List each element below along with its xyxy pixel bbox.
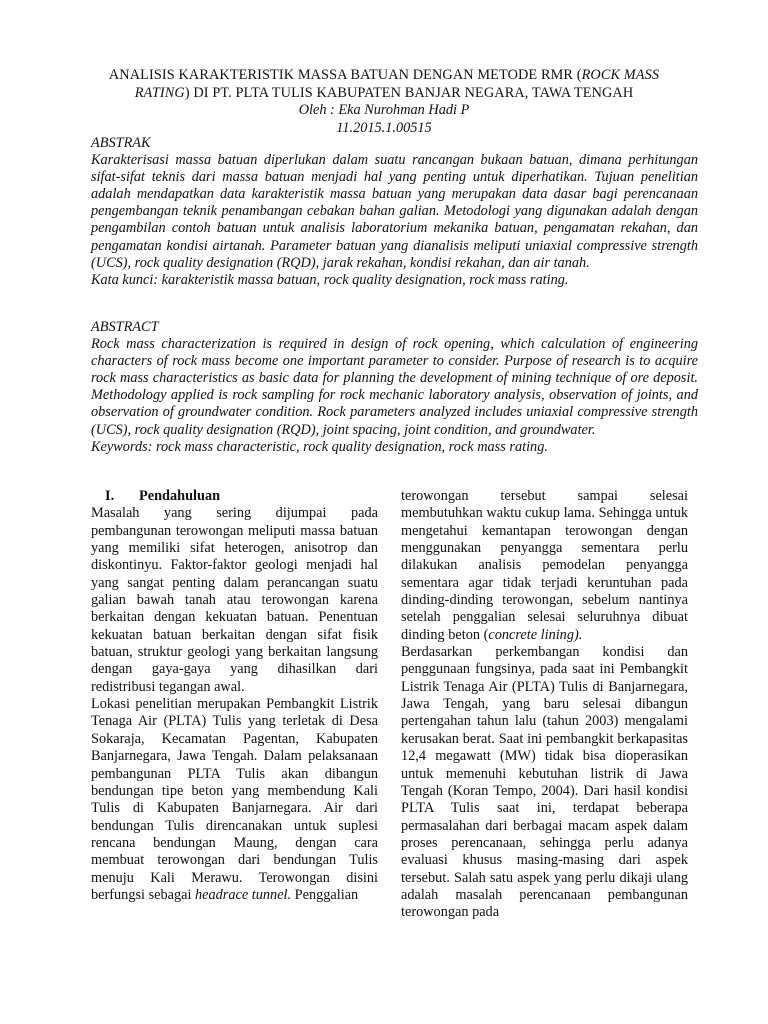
abstrak-section	[91, 135, 698, 289]
abstract-body: Rock mass characterization is required in design of rock opening, which calculation of engineering characters of rock mass become one important parameter to consider. Purpose of research is to acquire rock mass characteristics as basic data for planning the development of mining technique of ore deposit. Methodology applied is rock sampling for rock mechanic laboratory analysis, observation of joints, and observation of groundwater condition. Rock parameters analyzed includes uniaxial compressive strength (UCS), rock quality designation (RQD), joint spacing, joint condition, and groundwater.	[91, 336, 698, 438]
abstrak-body: Karakterisasi massa batuan diperlukan dalam suatu rancangan bukaan batuan, dimana perhitungan sifat-sifat teknis dari massa batuan menjadi hal yang penting untuk diperhatikan. Tujuan penelitian adalah mendapatkan data karakteristik massa batuan yang merupakan data dasar bagi perencanaan pengembangan teknik penambangan cebakan bahan galian. Metodologi yang digunakan adalah dengan pengambilan contoh batuan untuk analisis laboratorium mekanika batuan, pengamatan rekahan, dan pengamatan kondisi airtanah. Parameter batuan yang dianalisis meliputi uniaxial compressive strength (UCS), rock quality designation (RQD), jarak rekahan, kondisi rekahan, dan air tanah.	[91, 152, 698, 271]
paragraph-2-text: Lokasi penelitian merupakan Pembangkit Listrik Tenaga Air (PLTA) Tulis yang terletak di Desa Sokaraja, Kecamatan Pagentan, Kabupaten Banjarnegara, Jawa Tengah. Dalam pelaksanaan pembangunan PLTA Tulis akan dibangun bendungan tipe beton yang membendung Kali Tulis di Kabupaten Banjarnegara. Air dari bendungan Tulis direncanakan untuk suplesi rencana bendungan Maung, dengan cara membuat terowongan dari bendungan Tulis menuju Kali Merawu. Terowongan disini berfungsi sebagai	[91, 696, 378, 903]
abstract-section	[91, 319, 698, 456]
right-column	[401, 488, 688, 922]
abstrak-keywords: Kata kunci: karakteristik massa batuan, rock quality designation, rock mass rating.	[91, 271, 569, 288]
paragraph-3-text: terowongan tersebut sampai selesai membutuhkan waktu cukup lama. Sehingga untuk mengetahui kemantapan terowongan dengan menggunakan penyangga sementara perlu dilakukan analisis pemodelan penyangga sementara agar tidak terjadi keruntuhan pada dinding-dinding terowongan, sebelum nantinya setelah penggalian selesai seluruhnya dibuat dinding beton (	[401, 488, 688, 643]
abstract-keywords: Keywords: rock mass characteristic, rock quality designation, rock mass rating.	[91, 438, 548, 455]
section-title: Pendahuluan	[139, 488, 221, 504]
paragraph-3-italic: concrete lining).	[488, 626, 583, 643]
title-line2-italic: RATING	[134, 84, 185, 101]
abstract-heading: ABSTRACT	[91, 319, 159, 335]
paragraph-3	[401, 488, 688, 644]
title-line1-italic: ROCK MASS	[581, 67, 660, 83]
title-line1-prefix: ANALISIS KARAKTERISTIK MASSA BATUAN DENGAN METODE RMR (	[108, 67, 582, 83]
title-line2-rest: ) DI PT. PLTA TULIS KABUPATEN BANJAR NEGARA, TAWA TENGAH	[184, 84, 634, 101]
abstrak-heading: ABSTRAK	[91, 135, 151, 151]
section-number: I.	[105, 488, 115, 504]
section-heading	[91, 488, 378, 505]
author-line: Oleh : Eka Nurohman Hadi P	[298, 102, 470, 118]
student-id: 11.2015.1.00515	[336, 119, 432, 136]
paragraph-2-italic: headrace tunnel.	[195, 886, 292, 903]
paragraph-1: Masalah yang sering dijumpai pada pembangunan terowongan meliputi massa batuan yang memiliki sifat heterogen, anisotrop dan diskontinyu. Faktor-faktor geologi menjadi hal yang sangat penting dalam perancangan suatu galian bawah tanah atau terowongan karena berkaitan dengan kekuatan batuan. Penentuan kekuatan batuan berkaitan dengan sifat fisik batuan, struktur geologi yang berkaitan langsung dengan gaya-gaya yang dihasilkan dari redistribusi tegangan awal.	[91, 505, 378, 695]
paragraph-2	[91, 696, 378, 904]
title-block	[80, 67, 688, 137]
paper-title	[80, 67, 688, 102]
left-column	[91, 488, 378, 904]
paragraph-4: Berdasarkan perkembangan kondisi dan penggunaan fungsinya, pada saat ini Pembangkit Listrik Tenaga Air (PLTA) Tulis di Banjarnegara, Jawa Tengah, yang baru selesai dibangun pertengahan tahun lalu (tahun 2003) mengalami kerusakan berat. Saat ini pembangkit berkapasitas 12,4 megawatt (MW) tidak bisa dioperasikan untuk memenuhi kebutuhan listrik di Jawa Tengah (Koran Tempo, 2004). Dari hasil kondisi PLTA Tulis saat ini, terdapat beberapa permasalahan dari berbagai macam aspek dalam proses perencanaan, sehingga perlu adanya evaluasi khusus masing-masing dari aspek tersebut. Salah satu aspek yang perlu dikaji ulang adalah masalah perencanaan pembangunan terowongan pada	[401, 644, 688, 921]
paragraph-2-tail: Penggalian	[291, 886, 359, 903]
